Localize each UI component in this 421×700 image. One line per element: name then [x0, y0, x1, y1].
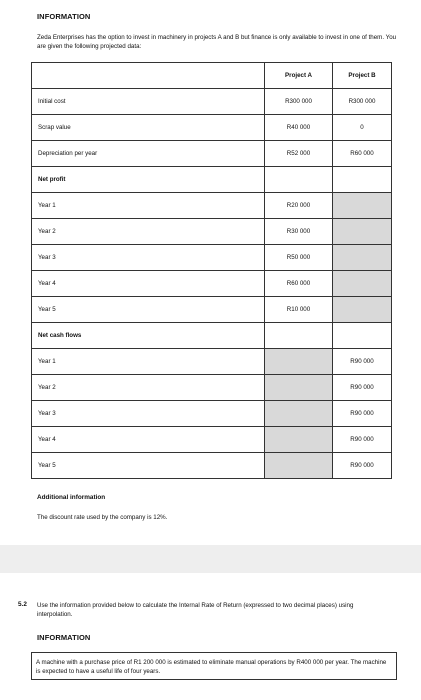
header-project-a: Project A: [265, 63, 333, 89]
section-heading-2: INFORMATION: [37, 633, 91, 642]
empty-cell: [265, 167, 333, 193]
shaded-cell: [265, 375, 333, 401]
table-row: [32, 193, 392, 219]
row-label: Year 5: [32, 453, 265, 479]
project-b-value: R90 000: [333, 453, 392, 479]
project-a-value: R30 000: [265, 219, 333, 245]
project-a-value: R40 000: [265, 115, 333, 141]
row-label: Year 2: [32, 375, 265, 401]
shaded-cell: [333, 297, 392, 323]
row-label: Depreciation per year: [32, 141, 265, 167]
project-a-value: R60 000: [265, 271, 333, 297]
table-section-row: [32, 167, 392, 193]
empty-cell: [333, 167, 392, 193]
additional-info-text: The discount rate used by the company is 12%.: [37, 514, 168, 521]
section-label-net-profit: Net profit: [32, 167, 265, 193]
shaded-cell: [265, 427, 333, 453]
project-a-value: R20 000: [265, 193, 333, 219]
row-label: Year 2: [32, 219, 265, 245]
table-row: [32, 89, 392, 115]
question-number: 5.2: [18, 601, 27, 608]
section-label-net-cash-flows: Net cash flows: [32, 323, 265, 349]
shaded-cell: [333, 193, 392, 219]
project-a-value: R300 000: [265, 89, 333, 115]
shaded-cell: [265, 349, 333, 375]
project-a-value: R52 000: [265, 141, 333, 167]
project-b-value: R90 000: [333, 427, 392, 453]
shaded-cell: [265, 401, 333, 427]
project-a-value: R50 000: [265, 245, 333, 271]
project-b-value: R90 000: [333, 349, 392, 375]
project-b-value: R300 000: [333, 89, 392, 115]
table-row: [32, 427, 392, 453]
intro-paragraph: Zeda Enterprises has the option to invest in machinery in projects A and B but finance is only available to invest in one of them. You are given the following projected data:: [37, 34, 397, 50]
project-b-value: R90 000: [333, 401, 392, 427]
shaded-cell: [265, 453, 333, 479]
empty-cell: [265, 323, 333, 349]
table-row: [32, 141, 392, 167]
row-label: Year 4: [32, 427, 265, 453]
table-row: [32, 115, 392, 141]
table-row: [32, 375, 392, 401]
empty-cell: [333, 323, 392, 349]
info-box-text: A machine with a purchase price of R1 200 000 is estimated to eliminate manual operations by R400 000 per year. The machine is expected to have a useful life of four years.: [36, 659, 387, 675]
table-row: [32, 245, 392, 271]
table-row: [32, 401, 392, 427]
table-row: [32, 297, 392, 323]
shaded-cell: [333, 271, 392, 297]
project-b-value: R90 000: [333, 375, 392, 401]
row-label: Initial cost: [32, 89, 265, 115]
table-row: [32, 219, 392, 245]
question-text: Use the information provided below to calculate the Internal Rate of Return (expressed to two decimal places) using interpolation.: [37, 602, 354, 618]
table-header-row: [32, 63, 392, 89]
table-row: [32, 349, 392, 375]
additional-info-title: Additional information: [37, 494, 106, 501]
info-box: [31, 652, 397, 680]
project-a-value: R10 000: [265, 297, 333, 323]
shaded-cell: [333, 245, 392, 271]
table-section-row: [32, 323, 392, 349]
row-label: Year 3: [32, 401, 265, 427]
table-row: [32, 271, 392, 297]
project-b-value: R60 000: [333, 141, 392, 167]
table-row: [32, 453, 392, 479]
section-heading: INFORMATION: [37, 12, 91, 21]
row-label: Year 3: [32, 245, 265, 271]
row-label: Year 1: [32, 193, 265, 219]
row-label: Year 1: [32, 349, 265, 375]
project-b-value: 0: [333, 115, 392, 141]
shaded-cell: [333, 219, 392, 245]
row-label: Year 4: [32, 271, 265, 297]
row-label: Scrap value: [32, 115, 265, 141]
header-blank-cell: [32, 63, 265, 89]
page-separator-band: [0, 545, 421, 573]
header-project-b: Project B: [333, 63, 392, 89]
row-label: Year 5: [32, 297, 265, 323]
projected-data-table: [31, 62, 392, 479]
